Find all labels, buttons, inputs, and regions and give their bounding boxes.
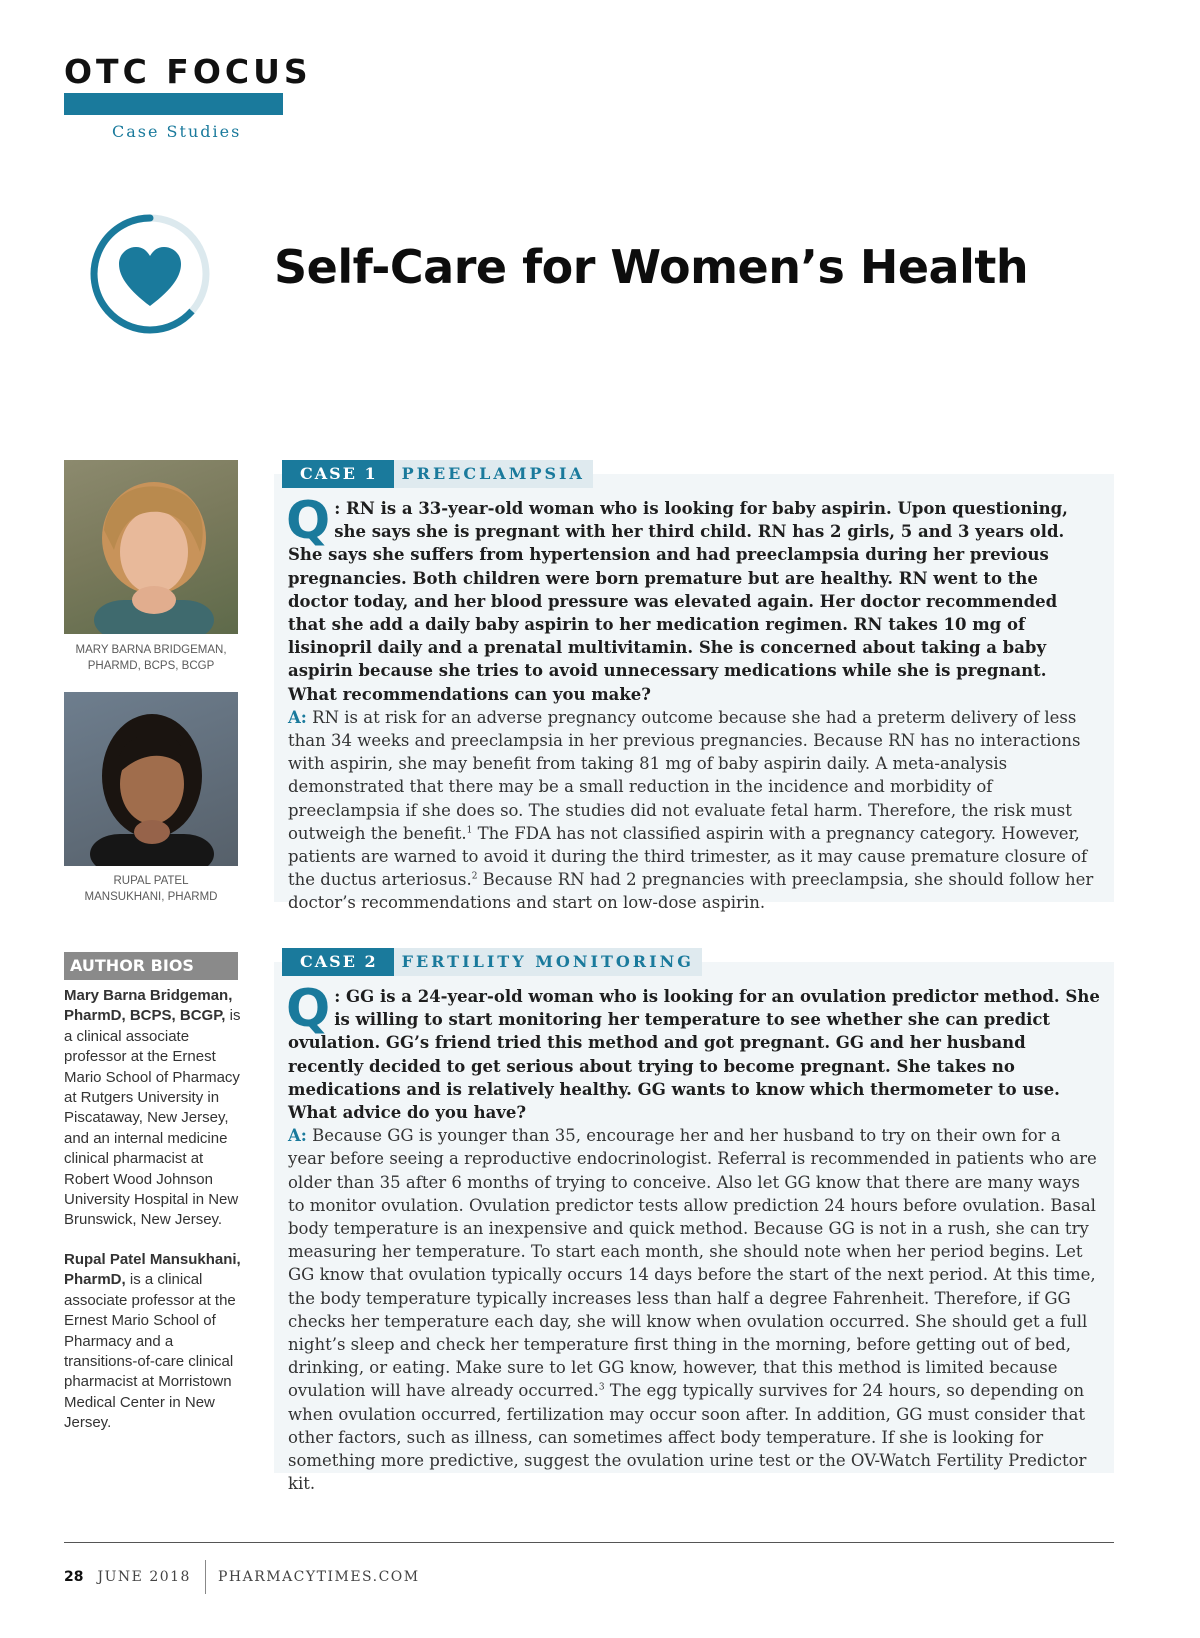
- author-photo-bridgeman: [64, 460, 238, 634]
- case-2-tag: [282, 948, 702, 976]
- author-caption-1: [64, 642, 238, 674]
- issue-date: JUNE 2018: [97, 1569, 191, 1585]
- section-title: OTC FOCUS: [64, 52, 312, 91]
- caption-line: PHARMD, BCPS, BCGP: [87, 660, 215, 672]
- footer-rule: [64, 1542, 1114, 1543]
- answer-text: The egg typically survives for 24 hours, so depending on when ovulation occurred, fertilization may occur soon after. In addition, GG must consider that other factors, such as illness, can sometimes affect body temperature. If she is looking for something more predictive, suggest the ovulation urine test or the OV-Watch Fertility Predictor kit.: [288, 1381, 1087, 1494]
- answer-text: Because RN had 2 pregnancies with preeclampsia, she should follow her doctor’s recommendations and start on low-dose aspirin.: [288, 870, 1094, 913]
- author-bios-heading: AUTHOR BIOS: [64, 952, 238, 980]
- bio-name: Rupal Patel Mansukhani, PharmD,: [64, 1251, 241, 1289]
- page-number: 28: [64, 1569, 84, 1585]
- answer-text: The FDA has not classified aspirin with a pregnancy category. However, patients are warned to avoid it during the third trimester, as it may cause premature closure of the ductus arteriosus.: [288, 823, 1088, 890]
- case-2-question: [286, 979, 1100, 1124]
- case-2-answer: [288, 1124, 1100, 1495]
- page-title: Self-Care for Women’s Health: [274, 240, 1029, 294]
- question-text: : GG is a 24-year-old woman who is looking for an ovulation predictor method. She is willing to start monitoring her temperature to see whether she can predict ovulation. GG’s friend tried this method and got pregnant. GG and her husband recently decided to get serious about trying to become pregnant. She takes no medications and is relatively healthy. GG wants to know which thermometer to use. What advice do you have?: [288, 987, 1100, 1123]
- reference-marker: 2: [471, 871, 478, 882]
- author-caption-2: [64, 873, 238, 905]
- heart-icon: [86, 210, 214, 338]
- bio-text: is a clinical associate professor at the Ernest Mario School of Pharmacy and a transitions-of-care clinical pharmacist at Morristown Medical Center in New Jersey.: [64, 1271, 236, 1432]
- author-bio-1: [64, 986, 242, 1231]
- question-text: : RN is a 33-year-old woman who is looking for baby aspirin. Upon questioning, she says she is pregnant with her third child. RN has 2 girls, 5 and 3 years old. She says she suffers from hypertension and had preeclampsia during her previous pregnancies. Both children were born premature but are healthy. RN went to the doctor today, and her blood pressure was elevated again. Her doctor recommended that she add a daily baby aspirin to her medication regimen. RN takes 10 mg of lisinopril daily and a prenatal multivitamin. She is concerned about taking a baby aspirin because she tries to avoid unnecessary medications while she is pregnant. What recommendations can you make?: [288, 499, 1068, 704]
- section-bar: [64, 93, 283, 115]
- answer-text: Because GG is younger than 35, encourage her and her husband to try on their own for a year before seeing a reproductive endocrinologist. Referral is recommended in patients who are older than 35 after 6 months of trying to conceive. Also let GG know that there are many ways to monitor ovulation. Ovulation predictor tests allow prediction 24 hours before ovulation. Basal body temperature is an inexpensive and quick method. Because GG is not in a rush, she can try measuring her temperature. To start each month, she should note when her period begins. Let GG know that ovulation typically occurs 14 days before the start of the next period. At this time, the body temperature typically increases less than half a degree Fahrenheit. Therefore, if GG checks her temperature each day, she will know when ovulation occurred. She should get a full night’s sleep and check her temperature first thing in the morning, before getting out of bed, drinking, or eating. Make sure to let GG know, however, that this method is limited because ovulation will have already occurred.: [288, 1126, 1097, 1401]
- caption-line: RUPAL PATEL: [113, 875, 189, 887]
- footer: [64, 1560, 420, 1594]
- case-number: CASE 1: [282, 460, 394, 488]
- question-mark-letter: Q: [286, 979, 331, 1039]
- case-1-question: [286, 491, 1100, 706]
- footer-divider: [205, 1560, 206, 1594]
- author-photo-mansukhani: [64, 692, 238, 866]
- case-name: FERTILITY MONITORING: [394, 948, 702, 976]
- question-mark-letter: Q: [286, 491, 331, 551]
- reference-marker: 1: [466, 825, 473, 836]
- site-link[interactable]: PHARMACYTIMES.COM: [217, 1569, 420, 1585]
- author-bio-2: [64, 1250, 242, 1434]
- case-1-content: [286, 491, 1100, 915]
- case-1-answer: [288, 706, 1100, 915]
- section-subtitle: Case Studies: [112, 122, 242, 141]
- reference-marker: 3: [598, 1382, 605, 1393]
- caption-line: MARY BARNA BRIDGEMAN,: [75, 644, 227, 656]
- bio-text: is a clinical associate professor at the Ernest Mario School of Pharmacy at Rutgers University in Piscataway, New Jersey, and an internal medicine clinical pharmacist at Robert Wood Johnson University Hospital in New Brunswick, New Jersey.: [64, 1007, 241, 1229]
- case-1-tag: [282, 460, 593, 488]
- case-2-content: [286, 979, 1100, 1495]
- answer-label: A:: [288, 1126, 307, 1146]
- answer-label: A:: [288, 707, 307, 727]
- case-number: CASE 2: [282, 948, 394, 976]
- case-name: PREECLAMPSIA: [394, 460, 593, 488]
- caption-line: MANSUKHANI, PHARMD: [84, 891, 218, 903]
- bio-name: Mary Barna Bridgeman, PharmD, BCPS, BCGP,: [64, 987, 233, 1025]
- answer-text: RN is at risk for an adverse pregnancy outcome because she had a preterm delivery of less than 34 weeks and preeclampsia in her previous pregnancies. Because RN has no interactions with aspirin, she may benefit from taking 81 mg of baby aspirin daily. A meta-analysis demonstrated that there may be a small reduction in the incidence and morbidity of preeclampsia if she does so. The studies did not evaluate fetal harm. Therefore, the risk must outweigh the benefit.: [288, 707, 1081, 843]
